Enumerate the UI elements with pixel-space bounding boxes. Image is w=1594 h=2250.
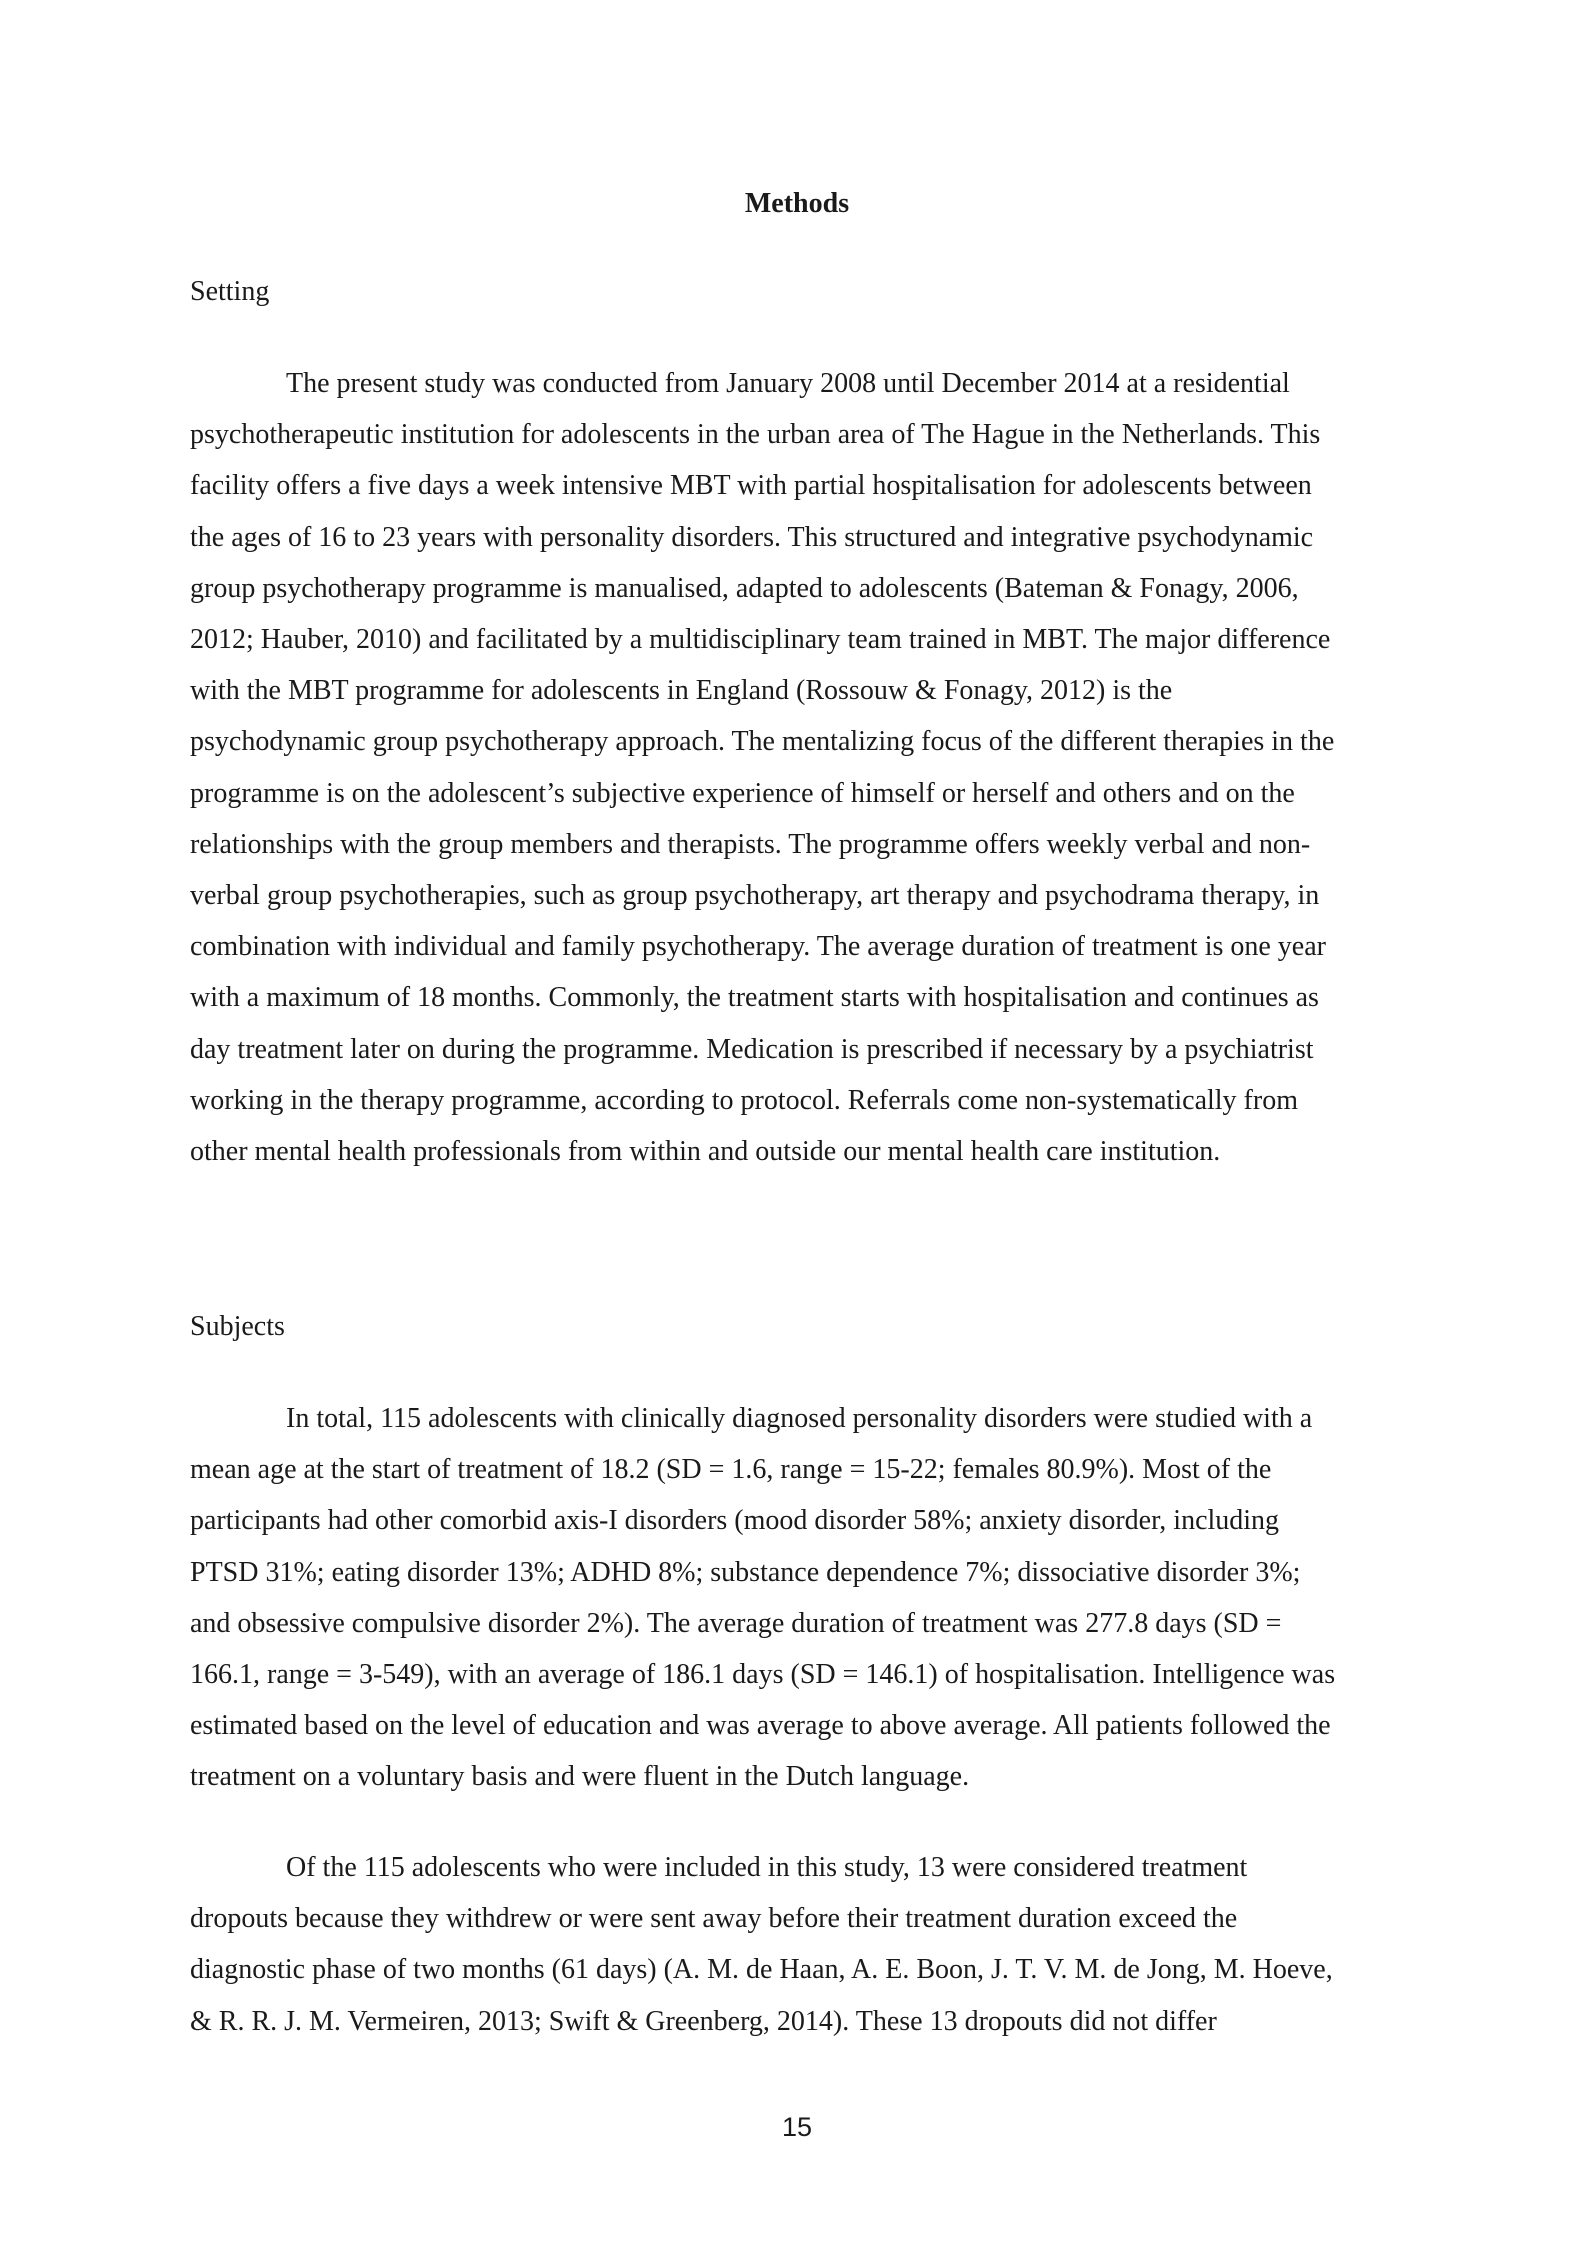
paragraph-line: with the MBT programme for adolescents in England (Rossouw & Fonagy, 2012) is the — [190, 675, 1173, 707]
paragraph-line: & R. R. J. M. Vermeiren, 2013; Swift & Greenberg, 2014). These 13 dropouts did not differ — [190, 2005, 1217, 2037]
subsection-title-setting: Setting — [190, 276, 270, 307]
section-heading-methods: Methods — [744, 188, 850, 219]
paragraph-line: working in the therapy programme, according to protocol. Referrals come non-systematically from — [190, 1084, 1298, 1116]
paragraph-line: group psychotherapy programme is manualised, adapted to adolescents (Bateman & Fonagy, 2006, — [190, 572, 1299, 604]
paragraph-line: psychotherapeutic institution for adolescents in the urban area of The Hague in the Netherlands. This — [190, 419, 1321, 451]
paragraph-line: In total, 115 adolescents with clinically diagnosed personality disorders were studied with a — [286, 1403, 1313, 1434]
paragraph-line: relationships with the group members and therapists. The programme offers weekly verbal and non- — [190, 828, 1311, 860]
paragraph-line: other mental health professionals from within and outside our mental health care institution. — [190, 1136, 1221, 1168]
paragraph-line: The present study was conducted from January 2008 until December 2014 at a residential — [286, 368, 1290, 399]
paragraph-line: PTSD 31%; eating disorder 13%; ADHD 8%; substance dependence 7%; dissociative disorder 3%; — [190, 1556, 1301, 1588]
paragraph-subjects-1 — [190, 1393, 1420, 1803]
paragraph-line: dropouts because they withdrew or were sent away before their treatment duration exceed the — [190, 1903, 1238, 1935]
paragraph-line: participants had other comorbid axis-I disorders (mood disorder 58%; anxiety disorder, including — [190, 1505, 1280, 1537]
subsection-title-subjects: Subjects — [190, 1311, 285, 1342]
paragraph-line: and obsessive compulsive disorder 2%). The average duration of treatment was 277.8 days (SD = — [190, 1607, 1282, 1639]
paragraph-line: the ages of 16 to 23 years with personality disorders. This structured and integrative psychodynamic — [190, 521, 1314, 553]
paragraph-setting — [190, 358, 1420, 1177]
page-number: 15 — [781, 2112, 813, 2142]
paragraph-line: Of the 115 adolescents who were included in this study, 13 were considered treatment — [286, 1852, 1248, 1883]
paragraph-line: diagnostic phase of two months (61 days) (A. M. de Haan, A. E. Boon, J. T. V. M. de Jong, M. Hoeve, — [190, 1954, 1333, 1986]
paragraph-line: treatment on a voluntary basis and were fluent in the Dutch language. — [190, 1761, 970, 1793]
paragraph-line: combination with individual and family psychotherapy. The average duration of treatment is one year — [190, 931, 1326, 963]
paragraph-line: verbal group psychotherapies, such as group psychotherapy, art therapy and psychodrama therapy, in — [190, 880, 1320, 912]
paragraph-line: 2012; Hauber, 2010) and facilitated by a multidisciplinary team trained in MBT. The major difference — [190, 624, 1331, 656]
paragraph-line: day treatment later on during the programme. Medication is prescribed if necessary by a psychiatrist — [190, 1033, 1314, 1065]
paragraph-line: 166.1, range = 3-549), with an average of 186.1 days (SD = 146.1) of hospitalisation. Intelligence was — [190, 1659, 1336, 1691]
paragraph-line: psychodynamic group psychotherapy approach. The mentalizing focus of the different therapies in the — [190, 726, 1335, 758]
paragraph-subjects-2 — [190, 1842, 1420, 2047]
paragraph-line: with a maximum of 18 months. Commonly, the treatment starts with hospitalisation and continues as — [190, 982, 1319, 1014]
paragraph-line: facility offers a five days a week intensive MBT with partial hospitalisation for adolescents between — [190, 470, 1312, 502]
paragraph-line: estimated based on the level of education and was average to above average. All patients followed the — [190, 1710, 1331, 1742]
paragraph-line: programme is on the adolescent’s subjective experience of himself or herself and others and on the — [190, 777, 1295, 809]
paragraph-line: mean age at the start of treatment of 18.2 (SD = 1.6, range = 15-22; females 80.9%). Most of the — [190, 1454, 1272, 1486]
